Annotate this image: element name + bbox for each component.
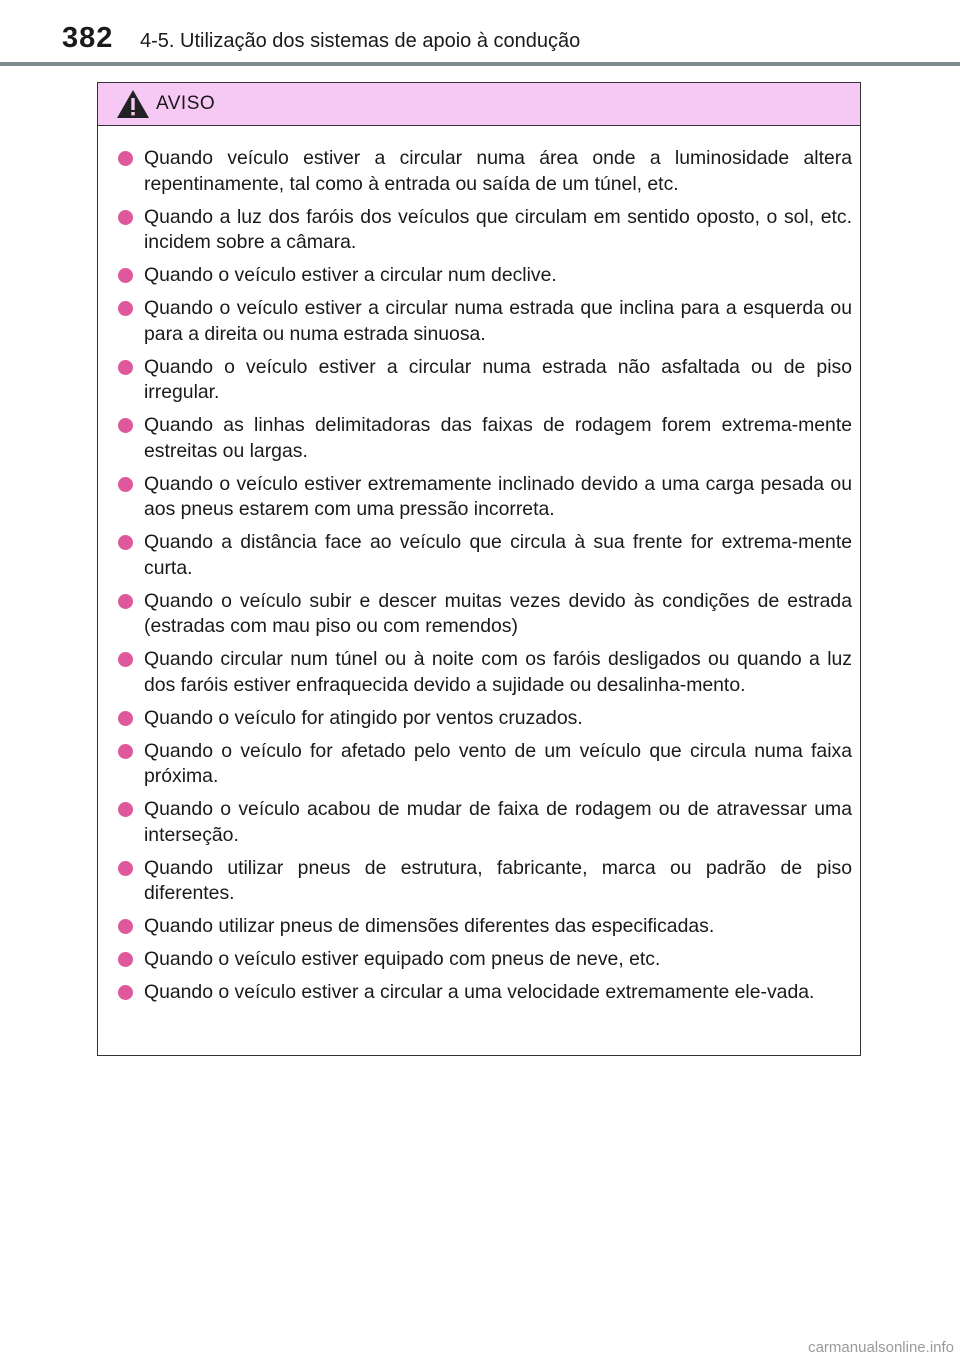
list-item-text: Quando a distância face ao veículo que circula à sua frente for extrema-mente curta.	[144, 531, 852, 579]
bullet-icon	[118, 802, 133, 817]
list-item	[118, 472, 852, 523]
list-item-text: Quando o veículo subir e descer muitas vezes devido às condições de estrada (estradas com mau piso ou com remendos)	[144, 589, 852, 637]
list-item-text: Quando utilizar pneus de estrutura, fabricante, marca ou padrão de piso diferentes.	[144, 856, 852, 904]
bullet-icon	[118, 744, 133, 759]
bullet-icon	[118, 861, 133, 876]
warning-list	[98, 126, 860, 1006]
bullet-icon	[118, 210, 133, 225]
list-item	[118, 530, 852, 581]
list-item	[118, 355, 852, 406]
list-item	[118, 739, 852, 790]
list-item	[118, 647, 852, 698]
list-item	[118, 146, 852, 197]
warning-box	[97, 82, 861, 1056]
list-item	[118, 980, 852, 1006]
bullet-icon	[118, 652, 133, 667]
list-item	[118, 205, 852, 256]
bullet-icon	[118, 301, 133, 316]
list-item-text: Quando o veículo acabou de mudar de faixa de rodagem ou de atravessar uma interseção.	[144, 798, 852, 846]
list-item-text: Quando o veículo estiver extremamente inclinado devido a uma carga pesada ou aos pneus estarem com uma pressão incorreta.	[144, 472, 852, 520]
bullet-icon	[118, 360, 133, 375]
list-item-text: Quando veículo estiver a circular numa área onde a luminosidade altera repentinamente, tal como à entrada ou saída de um túnel, etc.	[144, 147, 852, 195]
list-item-text: Quando o veículo estiver a circular numa estrada que inclina para a esquerda ou para a direita ou numa estrada sinuosa.	[144, 297, 852, 345]
bullet-icon	[118, 268, 133, 283]
warning-header	[98, 83, 860, 126]
list-item-text: Quando o veículo estiver a circular num declive.	[144, 264, 557, 286]
bullet-icon	[118, 919, 133, 934]
list-item	[118, 589, 852, 640]
list-item-text: Quando o veículo estiver equipado com pneus de neve, etc.	[144, 948, 661, 970]
list-item-text: Quando as linhas delimitadoras das faixas de rodagem forem extrema-mente estreitas ou largas.	[144, 414, 852, 462]
list-item	[118, 263, 852, 289]
watermark: carmanualsonline.info	[808, 1339, 954, 1356]
list-item-text: Quando o veículo for atingido por ventos cruzados.	[144, 706, 583, 729]
list-item	[118, 947, 852, 973]
list-item-text: Quando o veículo estiver a circular numa estrada não asfaltada ou de piso irregular.	[144, 355, 852, 403]
bullet-icon	[118, 985, 133, 1000]
bullet-icon	[118, 952, 133, 967]
list-item	[118, 413, 852, 464]
list-item-text: Quando o veículo for afetado pelo vento de um veículo que circula numa faixa próxima.	[144, 739, 852, 787]
list-item	[118, 296, 852, 347]
warning-triangle-icon	[116, 89, 150, 119]
bullet-icon	[118, 594, 133, 609]
bullet-icon	[118, 711, 133, 726]
warning-label: AVISO	[156, 93, 216, 114]
list-item-text: Quando circular num túnel ou à noite com os faróis desligados ou quando a luz dos faróis estiver enfraquecida devido a sujidade ou desalinha-mento.	[144, 648, 852, 696]
list-item-text: Quando utilizar pneus de dimensões diferentes das especificadas.	[144, 915, 715, 937]
page-header	[0, 0, 960, 68]
list-item	[118, 914, 852, 940]
header-divider	[0, 62, 960, 66]
section-title: 4-5. Utilização dos sistemas de apoio à condução	[140, 30, 581, 52]
bullet-icon	[118, 535, 133, 550]
list-item	[118, 706, 852, 732]
bullet-icon	[118, 418, 133, 433]
page-number: 382	[62, 22, 114, 54]
bullet-icon	[118, 477, 133, 492]
list-item	[118, 856, 852, 907]
list-item-text: Quando a luz dos faróis dos veículos que circulam em sentido oposto, o sol, etc. incidem sobre a câmara.	[144, 205, 852, 253]
list-item	[118, 797, 852, 848]
bullet-icon	[118, 151, 133, 166]
list-item-text: Quando o veículo estiver a circular a uma velocidade extremamente ele-vada.	[144, 981, 815, 1003]
